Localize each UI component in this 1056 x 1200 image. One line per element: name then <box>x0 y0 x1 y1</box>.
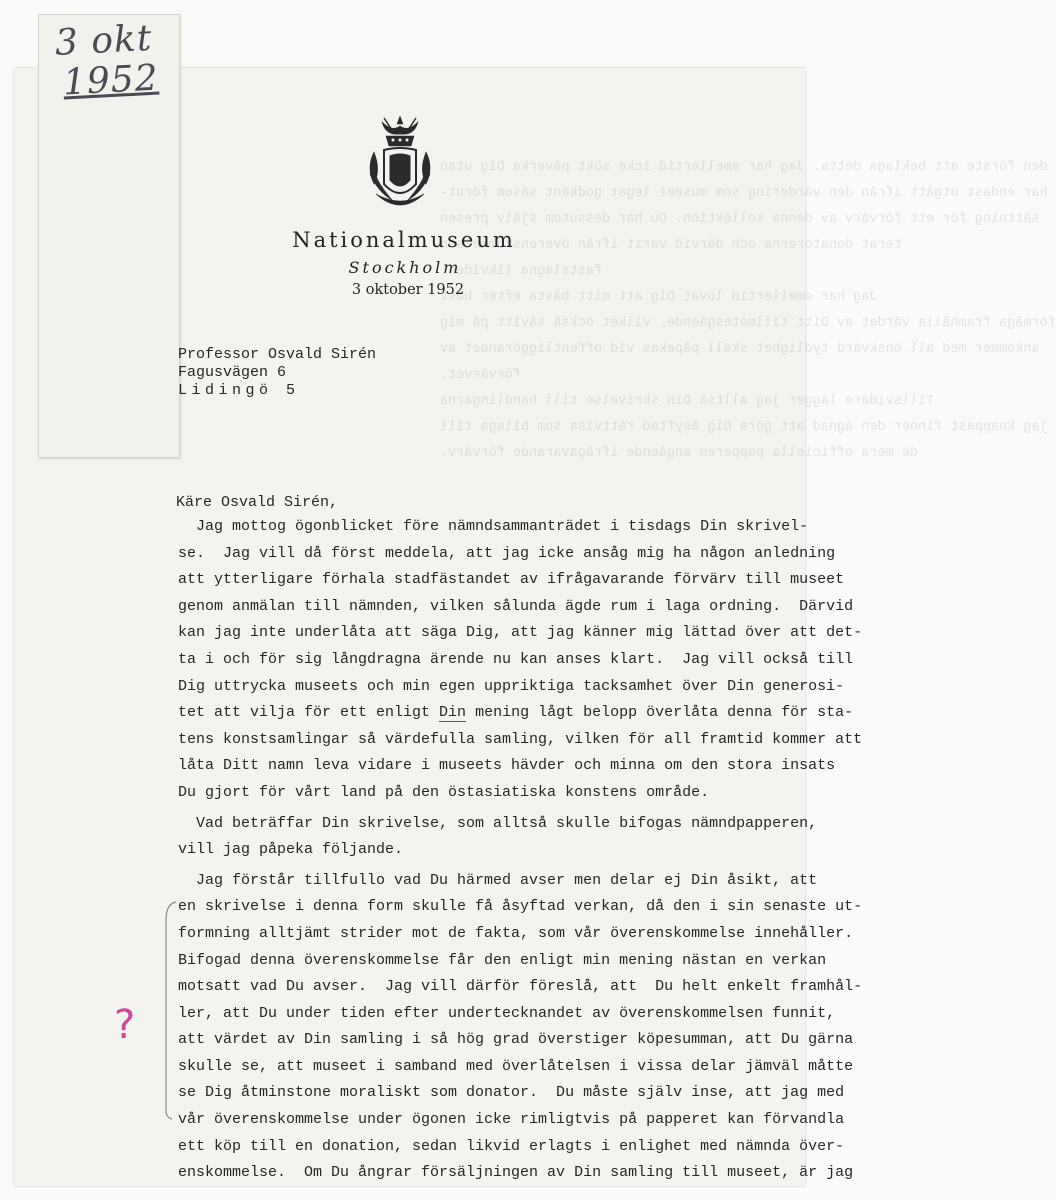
body-line: Dig uttrycka museets och min egen uppriktiga tacksamhet över Din generosi- <box>178 677 845 695</box>
body-line-end: mening lågt belopp överlåta denna för sta- <box>466 704 854 722</box>
body-line: motsatt vad Du avser. Jag vill därför föreslå, att Du helt enkelt framhål- <box>178 978 863 996</box>
body-line: vår överenskommelse under ögonen icke rimligtvis på papperet kan förvandla <box>178 1111 845 1129</box>
handwritten-date-year: 1952 <box>62 57 160 104</box>
body-line: Jag mottog ögonblicket före nämndsammanträdet i tisdags Din skrivel- <box>178 518 809 535</box>
letterhead-name: Nationalmuseum <box>292 228 516 252</box>
recipient-name: Professor Osvald Sirén <box>178 346 377 363</box>
body-line: vill jag påpeka följande. <box>178 841 404 859</box>
letter-date: 3 oktober 1952 <box>351 282 465 298</box>
body-line: Jag förstår tillfullo vad Du härmed avser men delar ej Din åsikt, att <box>178 871 818 889</box>
handwritten-date <box>54 19 168 103</box>
body-line: formning alltjämt strider mot de fakta, som vår överenskommelse innehåller. <box>178 924 854 942</box>
letterhead-city: Stockholm <box>348 258 462 277</box>
body-line: ett köp till en donation, sedan likvid erlagts i enlighet med nämnda över- <box>178 1137 845 1155</box>
body-line: att ytterligare förhala stadfästandet av ifrågavarande förvärv till museet <box>178 571 845 589</box>
body-line: se Dig åtminstone moraliskt som donator. Du måste själv inse, att jag med <box>178 1084 845 1102</box>
body-line: enskommelse. Om Du ångrar försäljningen av Din samling till museet, är jag <box>178 1164 854 1182</box>
body-line: Du gjort för vårt land på den östasiatiska konstens område. <box>178 783 710 801</box>
body-line: Vad beträffar Din skrivelse, som alltså skulle bifogas nämndpapperen, <box>178 814 818 832</box>
crown-crest-icon <box>362 112 438 218</box>
recipient-street: Fagusvägen 6 <box>178 364 287 381</box>
body-line: genom anmälan till nämnden, vilken sålunda ägde rum i laga ordning. Därvid <box>178 597 854 615</box>
salutation: Käre Osvald Sirén, <box>176 494 339 511</box>
body-line: en skrivelse i denna form skulle få åsyftad verkan, då den i sin senaste ut- <box>178 898 863 916</box>
margin-bracket-mark <box>160 900 178 1120</box>
body-line: ta i och för sig långdragna ärende nu kan anses klart. Jag vill också till <box>178 650 854 668</box>
body-line: Bifogad denna överenskommelse får den enligt min mening nästan en verkan <box>178 951 827 969</box>
body-line-start: tet att vilja för ett enligt <box>178 704 440 722</box>
handwritten-date-day: 3 okt <box>53 17 154 64</box>
margin-question-mark: ? <box>114 1002 136 1048</box>
body-line: kan jag inte underlåta att säga Dig, att jag känner mig lättad över att det- <box>178 624 863 642</box>
recipient-town: Lidingö 5 <box>178 382 300 399</box>
letter-body <box>178 514 863 1187</box>
body-line-with-underline <box>178 700 854 727</box>
body-line: låta Ditt namn leva vidare i museets hävder och minna om den stora insats <box>178 757 836 775</box>
body-line: ler, att Du under tiden efter undertecknandet av överenskommelsen funnit, <box>178 1004 836 1022</box>
underlined-word: Din <box>439 704 467 722</box>
body-line: att värdet av Din samling i så hög grad överstiger köpesumman, att Du gärna <box>178 1031 854 1049</box>
body-line: skulle se, att museet i samband med överlåtelsen i vissa delar jämväl måtte <box>178 1057 854 1075</box>
body-line: tens konstsamlingar så värdefulla samling, vilken för all framtid kommer att <box>178 730 863 748</box>
body-line: se. Jag vill då först meddela, att jag icke ansåg mig ha någon anledning <box>178 544 836 562</box>
